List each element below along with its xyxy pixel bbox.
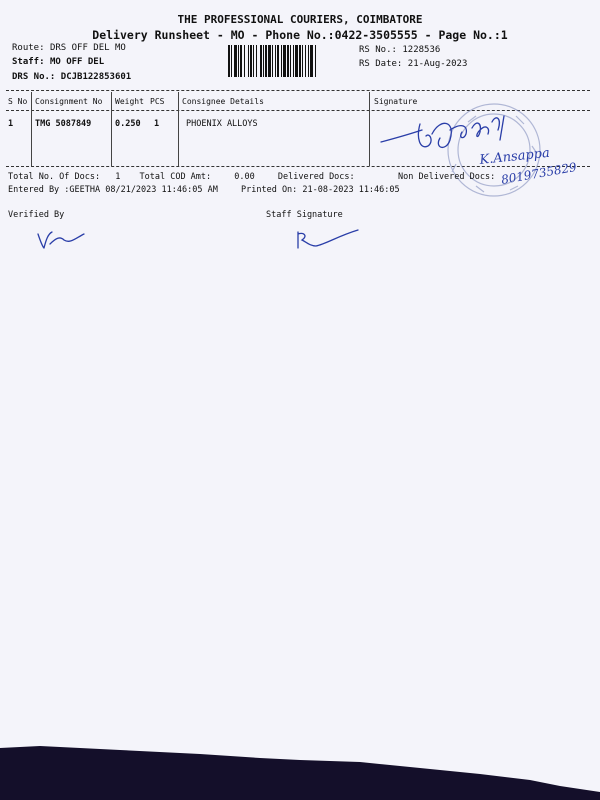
barcode-bar bbox=[238, 45, 239, 77]
barcode-bar bbox=[240, 45, 242, 77]
barcode-bar bbox=[315, 45, 316, 77]
total-docs-label: Total No. Of Docs: bbox=[8, 172, 101, 182]
column-divider bbox=[369, 92, 370, 166]
route-line bbox=[12, 43, 126, 53]
cell-s-no: 1 bbox=[8, 119, 14, 129]
signature-stamp-area bbox=[376, 94, 600, 220]
staff-value: MO OFF DEL bbox=[49, 57, 105, 67]
barcode-bar bbox=[283, 45, 286, 77]
header-consignee: Consignee Details bbox=[182, 97, 264, 106]
rs-date-label: RS Date: bbox=[359, 59, 403, 69]
barcode-bar bbox=[287, 45, 289, 77]
scan-shadow-edge bbox=[0, 740, 600, 800]
printed-on: Printed On: 21-08-2023 11:46:05 bbox=[241, 185, 400, 195]
route-value: DRS OFF DEL MO bbox=[49, 43, 126, 53]
barcode-bar bbox=[305, 45, 306, 77]
barcode-bar bbox=[260, 45, 262, 77]
drs-line bbox=[12, 72, 131, 82]
barcode-bar bbox=[275, 45, 276, 77]
handwritten-signature bbox=[381, 116, 504, 147]
delivered-docs-label: Delivered Docs: bbox=[277, 172, 355, 182]
total-cod-value: 0.00 bbox=[234, 172, 255, 182]
cell-weight: 0.250 bbox=[115, 119, 141, 129]
barcode-bar bbox=[248, 45, 249, 77]
cell-consignee: PHOENIX ALLOYS bbox=[186, 119, 258, 129]
runsheet-title: Delivery Runsheet - MO - Phone No.:0422-3505555 - Page No.:1 bbox=[92, 28, 508, 42]
staff-signature bbox=[292, 226, 362, 252]
handwritten-name: K.Ansappa bbox=[478, 145, 551, 168]
barcode-bar bbox=[244, 45, 245, 77]
staff-signature-label: Staff Signature bbox=[266, 210, 343, 220]
staff-line bbox=[12, 57, 104, 67]
barcode-bar bbox=[250, 45, 252, 77]
rs-no-line bbox=[359, 45, 440, 55]
barcode-bar bbox=[253, 45, 254, 77]
barcode-bar bbox=[299, 45, 301, 77]
staff-label: Staff: bbox=[12, 57, 45, 67]
barcode-bar bbox=[295, 45, 298, 77]
barcode-bar bbox=[302, 45, 303, 77]
barcode-bar bbox=[293, 45, 294, 77]
column-divider bbox=[178, 92, 179, 166]
header-weight: Weight bbox=[115, 97, 144, 106]
column-divider bbox=[111, 92, 112, 166]
barcode-bar bbox=[265, 45, 267, 77]
drs-value: DCJB122853601 bbox=[60, 72, 132, 82]
barcode-bar bbox=[290, 45, 291, 77]
route-label: Route: bbox=[12, 43, 45, 53]
header-s-no: S No bbox=[8, 97, 28, 106]
header-pcs: PCS bbox=[150, 97, 165, 106]
header-signature: Signature bbox=[374, 97, 418, 106]
column-divider bbox=[31, 92, 32, 166]
barcode-bar bbox=[281, 45, 282, 77]
header-consignment-no: Consignment No bbox=[35, 97, 103, 106]
rs-date-line bbox=[359, 59, 467, 69]
entered-by: Entered By :GEETHA 08/21/2023 11:46:05 AM bbox=[8, 185, 218, 195]
barcode-bar bbox=[256, 45, 257, 77]
barcode-bar bbox=[308, 45, 309, 77]
barcode-bar bbox=[272, 45, 273, 77]
summary-line bbox=[8, 172, 355, 182]
non-delivered-docs-label: Non Delivered Docs: bbox=[398, 172, 496, 182]
total-docs-value: 1 bbox=[115, 172, 121, 182]
cell-pcs: 1 bbox=[154, 119, 160, 129]
barcode-bar bbox=[310, 45, 313, 77]
verified-by-label: Verified By bbox=[8, 210, 65, 220]
total-cod-label: Total COD Amt: bbox=[139, 172, 212, 182]
barcode-bar bbox=[228, 45, 230, 77]
rs-no-label: RS No.: bbox=[359, 45, 397, 55]
rs-no-value: 1228536 bbox=[402, 45, 441, 55]
rs-date-value: 21-Aug-2023 bbox=[407, 59, 468, 69]
barcode-bar bbox=[277, 45, 279, 77]
drs-label: DRS No.: bbox=[12, 72, 56, 82]
handwritten-phone: 8019735829 bbox=[500, 159, 578, 187]
barcode-bar bbox=[234, 45, 237, 77]
company-name: THE PROFESSIONAL COURIERS, COIMBATORE bbox=[177, 13, 423, 26]
cell-consignment-no: TMG 5087849 bbox=[35, 119, 92, 129]
barcode-image bbox=[228, 45, 354, 77]
table-top-rule bbox=[6, 90, 590, 91]
barcode-bar bbox=[263, 45, 264, 77]
barcode-bar bbox=[268, 45, 271, 77]
verifier-signature bbox=[34, 226, 94, 252]
barcode-bar bbox=[231, 45, 232, 77]
